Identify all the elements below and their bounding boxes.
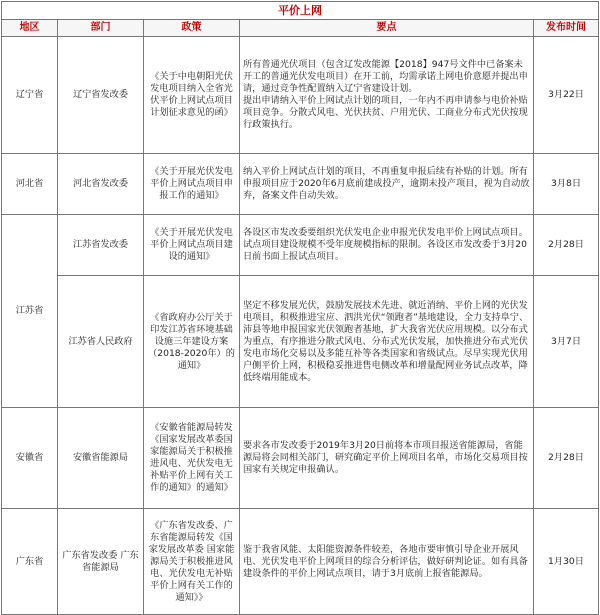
policy-cell: 《安徽省能源局转发《国家发展改革委国家能源局关于积极推进风电、光伏发电无补贴平价上网有关工作的通知》的通知》 bbox=[144, 408, 240, 509]
date-cell: 2月28日 bbox=[534, 215, 599, 276]
dept-cell: 河北省发改委 bbox=[58, 154, 144, 215]
header-region: 地区 bbox=[2, 20, 58, 37]
date-cell: 3月22日 bbox=[534, 37, 599, 154]
table-row bbox=[2, 509, 599, 615]
header-row bbox=[2, 20, 599, 37]
policy-cell: 《关于中电朝阳光伏发电项目纳入全省光伏平价上网试点项目计划征求意见的函》 bbox=[144, 37, 240, 154]
dept-cell: 辽宁省发改委 bbox=[58, 37, 144, 154]
date-cell: 1月30日 bbox=[534, 509, 599, 615]
points-cell: 要求各市发改委于2019年3月20日前将本市项目报送省能源局，省能源局将会同相关部门，研究确定平价上网项目名单，市场化交易项目按国家有关规定申报确认。 bbox=[240, 408, 534, 509]
points-cell: 纳入平价上网试点计划的项目，不再重复申报后续有补贴的计划。所有申报项目应于2020年6月底前建成投产，逾期未投产项目，视为自动放弃，备案文件自动失效。 bbox=[240, 154, 534, 215]
dept-cell: 江苏省人民政府 bbox=[58, 276, 144, 408]
table-row bbox=[2, 276, 599, 408]
table-row bbox=[2, 154, 599, 215]
table-row bbox=[2, 215, 599, 276]
header-points: 要点 bbox=[240, 20, 534, 37]
table-title: 平价上网 bbox=[2, 2, 599, 20]
date-cell: 3月8日 bbox=[534, 154, 599, 215]
region-cell: 河北省 bbox=[2, 154, 58, 215]
points-cell: 坚定不移发展光伏，鼓励发展技术先进、就近消纳、平价上网的光伏发电项目，积极推进宝应、泗洪光伏“领跑者”基地建设，全力支持阜宁、沛县等地申报国家光伏领跑者基地，扩大我省光伏应用规模。以分布式为重点，有序推进分散式风电、分布式光伏发展，加快推进分布式光伏发电市场化交易以及多能互补等各类国家和省级试点。尽早实现光伏用户侧平价上网，积极稳妥推进售电侧改革和增量配网业务试点改革，降低终端用能成本。 bbox=[240, 276, 534, 408]
dept-cell: 安徽省能源局 bbox=[58, 408, 144, 509]
region-cell: 安徽省 bbox=[2, 408, 58, 509]
region-cell: 辽宁省 bbox=[2, 37, 58, 154]
policy-cell: 《广东省发改委、广东省能源局转发《国家发展改革委 国家能源局关于积极推进风电、光伏发电无补贴平价上网有关工作的通知》》 bbox=[144, 509, 240, 615]
header-dept: 部门 bbox=[58, 20, 144, 37]
policy-cell: 《省政府办公厅关于印发江苏省环境基础设施三年建设方案（2018-2020年）的通知》 bbox=[144, 276, 240, 408]
policy-table bbox=[1, 1, 599, 615]
region-cell: 江苏省 bbox=[2, 215, 58, 408]
policy-cell: 《关于开展光伏发电平价上网试点项目建设的通知》 bbox=[144, 215, 240, 276]
table-row bbox=[2, 37, 599, 154]
header-policy: 政策 bbox=[144, 20, 240, 37]
points-cell: 鉴于我省风能、太阳能资源条件较差，各地市要审慎引导企业开展风电、光伏发电平价上网项目的综合分析评估，做好研判论证。如有具备建设条件的平价上网试点项目，请于3月底前上报省能源局。 bbox=[240, 509, 534, 615]
dept-cell: 广东省发改委 广东省能源局 bbox=[58, 509, 144, 615]
region-cell: 广东省 bbox=[2, 509, 58, 615]
points-cell bbox=[240, 37, 534, 154]
dept-cell: 江苏省发改委 bbox=[58, 215, 144, 276]
date-cell: 3月7日 bbox=[534, 276, 599, 408]
header-date: 发布时间 bbox=[534, 20, 599, 37]
point-text: 所有普通光伏项目（包含辽发改能源【2018】947号文件中已备案未开工的普通光伏发电项目）在开工前，均需承诺上网电价意愿并提出申请，通过竞争性配置纳入辽宁省建设计划。 bbox=[243, 59, 528, 94]
table-row bbox=[2, 408, 599, 509]
policy-cell: 《关于开展光伏发电平价上网试点项目申报工作的通知》 bbox=[144, 154, 240, 215]
points-cell: 各设区市发改委要组织光伏发电企业申报光伏发电平价上网试点项目。试点项目建设规模不受年度规模指标的限制。各设区市发改委于3月20日前书面上报试点项目。 bbox=[240, 215, 534, 276]
point-text: 提出申请纳入平价上网试点计划的项目，一年内不再申请参与电价补贴项目竞争。分散式风电、光伏扶贫、户用光伏、工商业分布式光伏按现行政策执行。 bbox=[243, 95, 528, 130]
date-cell: 2月28日 bbox=[534, 408, 599, 509]
